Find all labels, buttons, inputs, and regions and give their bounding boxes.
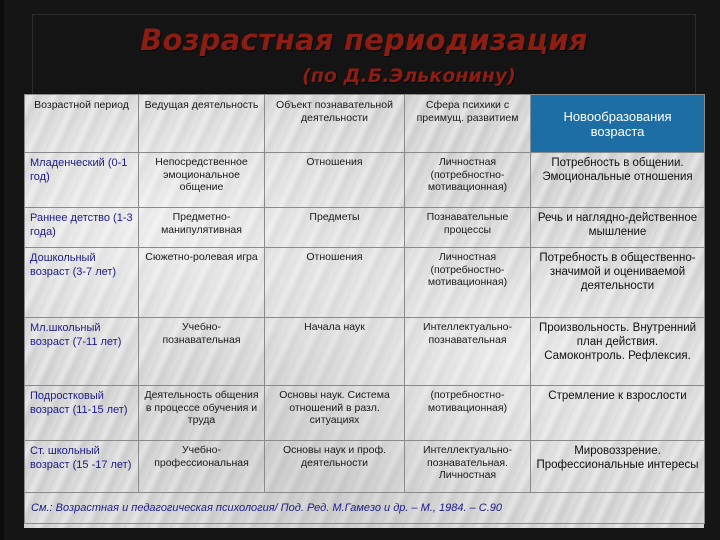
cell-object: Отношения [265,153,405,208]
header-cognitive-object: Объект познавательной деятельности [265,95,405,153]
slide-subtitle: (по Д.Б.Эльконину) [302,65,516,87]
cell-object: Предметы [265,208,405,248]
table-row [25,441,705,493]
cell-activity: Деятельность общения в процессе обучения и труда [139,386,265,441]
cell-activity: Непосредственное эмоциональное общение [139,153,265,208]
header-psyche-sphere: Сфера психики с преимущ. развитием [405,95,531,153]
cell-activity: Учебно-профессиональная [139,441,265,493]
table-row [25,248,705,318]
source-citation: См.: Возрастная и педагогическая психология/ Под. Ред. М.Гамезо и др. – М., 1984. – С.90 [25,493,705,524]
table-header-row [25,95,705,153]
cell-activity: Учебно-познавательная [139,318,265,386]
cell-period: Младенческий (0-1 год) [25,153,139,208]
table-row [25,318,705,386]
cell-object: Отношения [265,248,405,318]
header-neoformations: Новообразования возраста [531,95,705,153]
cell-object: Начала наук [265,318,405,386]
cell-neoformation: Мировоззрение. Профессиональные интересы [531,441,705,493]
cell-object: Основы наук и проф. деятельности [265,441,405,493]
cell-neoformation: Потребность в общении. Эмоциональные отношения [531,153,705,208]
periodization-table [24,94,705,524]
cell-activity: Предметно-манипулятивная [139,208,265,248]
cell-period: Ст. школьный возраст (15 -17 лет) [25,441,139,493]
cell-neoformation: Потребность в общественно-значимой и оцениваемой деятельности [531,248,705,318]
cell-period: Дошкольный возраст (3-7 лет) [25,248,139,318]
periodization-table-wrapper [24,94,704,528]
cell-neoformation: Стремление к взрослости [531,386,705,441]
cell-object: Основы наук. Система отношений в разл. ситуациях [265,386,405,441]
slide-title: Возрастная периодизация [140,23,588,57]
header-period: Возрастной период [25,95,139,153]
cell-sphere: Личностная (потребностно-мотивационная) [405,153,531,208]
cell-sphere: Личностная (потребностно-мотивационная) [405,248,531,318]
cell-period: Подростковый возраст (11-15 лет) [25,386,139,441]
cell-sphere: Интеллектуально-познавательная. Личностная [405,441,531,493]
table-row [25,153,705,208]
header-leading-activity: Ведущая деятельность [139,95,265,153]
table-footer-row [25,493,705,524]
cell-period: Мл.школьный возраст (7-11 лет) [25,318,139,386]
cell-neoformation: Произвольность. Внутренний план действия. Самоконтроль. Рефлексия. [531,318,705,386]
cell-period: Раннее детство (1-3 года) [25,208,139,248]
title-area [32,14,696,96]
cell-sphere: (потребностно-мотивационная) [405,386,531,441]
cell-sphere: Познавательные процессы [405,208,531,248]
cell-activity: Сюжетно-ролевая игра [139,248,265,318]
cell-sphere: Интеллектуально-познавательная [405,318,531,386]
table-row [25,386,705,441]
cell-neoformation: Речь и наглядно-действенное мышление [531,208,705,248]
table-row [25,208,705,248]
